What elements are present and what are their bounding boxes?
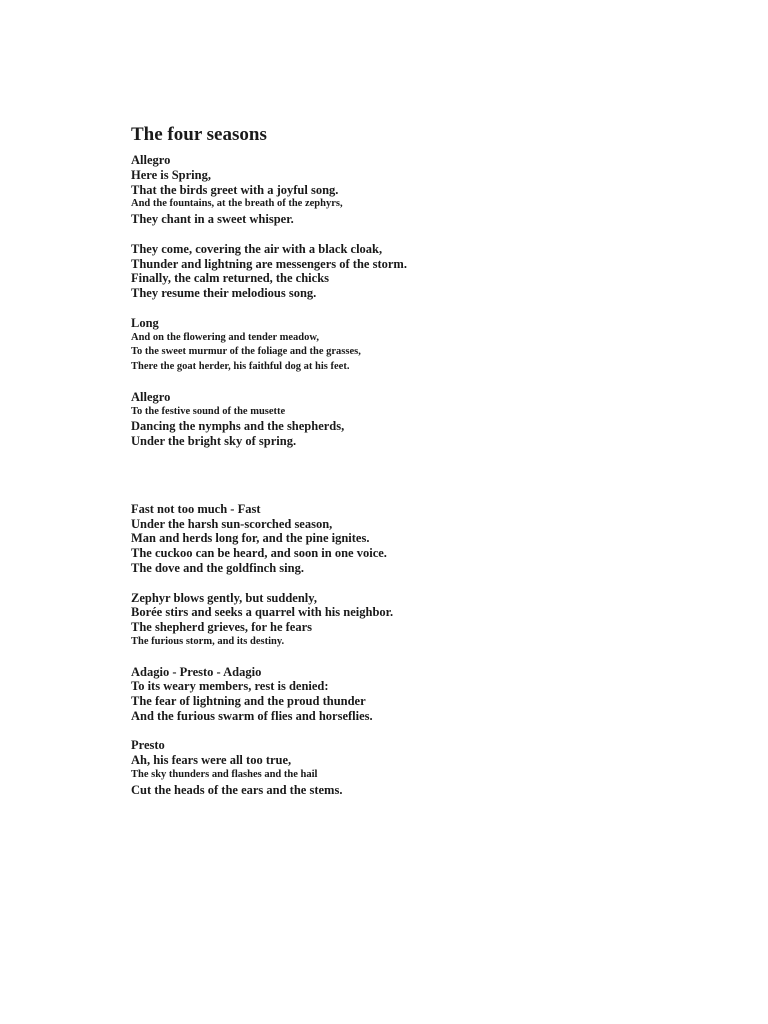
stanza-spring-3 (131, 316, 731, 375)
verse-line: They come, covering the air with a black cloak, (131, 241, 383, 256)
verse-line: Zephyr blows gently, but suddenly, (131, 590, 317, 605)
verse-line: There the goat herder, his faithful dog at his feet. (131, 361, 350, 373)
verse-line: Dancing the nymphs and the shepherds, (131, 419, 345, 434)
summer-section (131, 502, 731, 798)
verse-line: The cuckoo can be heard, and soon in one voice. (131, 546, 387, 561)
movement-heading: Allegro (131, 153, 171, 167)
verse-line: Here is Spring, (131, 167, 211, 182)
verse-line: Thunder and lightning are messengers of the storm. (131, 256, 407, 271)
verse-line: Ah, his fears were all too true, (131, 753, 292, 768)
verse-line: They resume their melodious song. (131, 286, 317, 301)
verse-line: And the fountains, at the breath of the zephyrs, (131, 198, 343, 210)
stanza-summer-2 (131, 591, 731, 650)
verse-line: The dove and the goldfinch sing. (131, 560, 304, 575)
movement-heading: Adagio - Presto - Adagio (131, 664, 262, 679)
section-spacer (131, 464, 731, 502)
verse-line: The shepherd grieves, for he fears (131, 620, 312, 635)
verse-line: Cut the heads of the ears and the stems. (131, 782, 343, 797)
verse-line: That the birds greet with a joyful song. (131, 182, 339, 197)
verse-line: Under the harsh sun-scorched season, (131, 516, 333, 531)
verse-line: The furious storm, and its destiny. (131, 635, 285, 647)
verse-line: Finally, the calm returned, the chicks (131, 271, 330, 286)
spring-section (131, 153, 731, 449)
verse-line: The sky thunders and flashes and the hail (131, 769, 318, 781)
verse-line: Man and herds long for, and the pine ignites. (131, 531, 370, 546)
stanza-spring-4 (131, 390, 731, 449)
stanza-summer-1 (131, 502, 731, 576)
poem-page (131, 124, 731, 812)
verse-line: To the festive sound of the musette (131, 405, 286, 417)
stanza-summer-3 (131, 665, 731, 724)
stanza-spring-1 (131, 153, 731, 227)
verse-line: The fear of lightning and the proud thunder (131, 694, 366, 709)
verse-line: Under the bright sky of spring. (131, 434, 297, 449)
movement-heading: Allegro (131, 389, 171, 404)
movement-heading: Long (131, 315, 159, 330)
stanza-spring-2 (131, 242, 731, 301)
verse-line: And the furious swarm of flies and horseflies. (131, 708, 373, 723)
movement-heading: Presto (131, 738, 165, 753)
stanza-summer-4 (131, 738, 731, 797)
verse-line: They chant in a sweet whisper. (131, 212, 294, 227)
verse-line: Borée stirs and seeks a quarrel with his neighbor. (131, 605, 394, 620)
verse-line: To its weary members, rest is denied: (131, 679, 329, 694)
movement-heading: Fast not too much - Fast (131, 501, 261, 516)
verse-line: And on the flowering and tender meadow, (131, 331, 319, 343)
page-title: The four seasons (131, 124, 267, 145)
verse-line: To the sweet murmur of the foliage and the grasses, (131, 346, 361, 358)
